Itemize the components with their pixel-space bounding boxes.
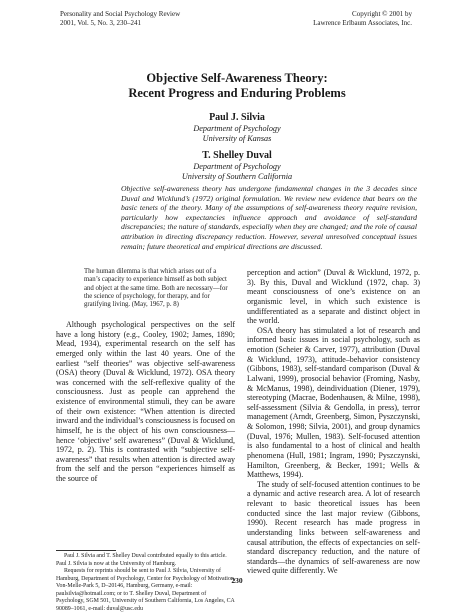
journal-name: Personality and Social Psychology Review bbox=[60, 10, 181, 18]
journal-volume: 2001, Vol. 5, No. 3, 230–241 bbox=[60, 19, 142, 27]
copyright-line: Copyright © 2001 by bbox=[352, 10, 412, 18]
abstract: Objective self-awareness theory has undergone fundamental changes in the 3 decades since Duval and Wicklund’s (1972) original formulation. We review new evidence that bears on the basic tenets of the theory. Many of the assumptions of self-awareness theory require revision, particularly how expectancies influence approach and avoidance of self-standard discrepancies; the nature of standards, especially when they are changed; and the role of causal attribution in directing discrepancy reduction. However, several unresolved conceptual issues remain; future theoretical and empirical directions are discussed. bbox=[121, 184, 417, 251]
author-1-department: Department of Psychology bbox=[193, 124, 281, 133]
author-2-institution: University of Southern California bbox=[181, 172, 293, 181]
body-paragraph: OSA theory has stimulated a lot of research and informed basic issues in social psychology, such as emotion (Scheier & Carver, 1977), attribution (Duval & Wicklund, 1973), attitude–behavior consistency (Gibbons, 1983), self-standard comparison (Duval & Lalwani, 1999), prosocial behavior (Froming, Nasby, & McManus, 1998), deindividuation (Diener, 1979), stereotyping (Macrae, Bodenhausen, & Milne, 1998), self-assessment (Silvia & Gendolla, in press), terror management (Arndt, Greenberg, Simon, Pyszczynski, & Solomon, 1998; Silvia, 2001), and group dynamics (Duval, 1976; Mullen, 1983). Self-focused attention is also fundamental to a host of clinical and health phenomena (Hull, 1981; Ingram, 1990; Pyszczynski, Hamilton, Greenberg, & Becker, 1991; Wells & Matthews, 1994). bbox=[247, 325, 420, 480]
publisher-name: Lawrence Erlbaum Associates, Inc. bbox=[313, 19, 412, 27]
author-1-institution: University of Kansas bbox=[202, 134, 272, 143]
body-column-right bbox=[247, 268, 420, 576]
title-block bbox=[0, 71, 474, 182]
body-paragraph: perception and action” (Duval & Wicklund, 1972, p. 3). By this, Duval and Wicklund (1972, chap. 3) meant consciousness of one’s existence on an organismic level, in which such existence is undifferentiated as a separate and distinct object in the world. bbox=[247, 268, 420, 326]
footnote-reprint-request: Requests for reprints should be sent to Paul J. Silvia, University of Hamburg, Department of Psychology, Center for Psychology of Motivation, Von-Melle-Park 5, D–20146, Hamburg, Germany, e-mail: paulsilvia@hotmail.com; or to T. Shelley Duval, Department of Psychology, SGM 501, University of Southern California, Los Angeles, CA 90089–1061, e-mail: duval@usc.edu bbox=[56, 568, 236, 612]
author-2-department: Department of Psychology bbox=[193, 162, 281, 171]
article-title-line-1: Objective Self-Awareness Theory: bbox=[146, 71, 328, 85]
author-2-name: T. Shelley Duval bbox=[202, 150, 272, 161]
body-paragraph: The study of self-focused attention continues to be a dynamic and active research area. A lot of research relevant to basic theoretical issues has been conducted since the last major review (Gibbons, 1990). Recent research has made progress in understanding links between self-awareness and causal attribution, the effects of expectancies on self-standard discrepancy reduction, and the nature of standards—the dynamics of self-awareness are now viewed quite differently. We bbox=[247, 479, 420, 576]
body-paragraph: Although psychological perspectives on the self have a long history (e.g., Cooley, 1902; James, 1890; Mead, 1934), experimental research on the self has emerged only within the last 40 years. One of the earliest “self theories” was objective self-awareness (OSA) theory (Duval & Wicklund, 1972). OSA theory was concerned with the self-reflexive quality of the consciousness. Just as people can apprehend the existence of environmental stimuli, they can be aware of their own existence: “When attention is directed inward and the individual’s consciousness is focused on himself, he is the object of his own consciousness—hence ‘objective’ self awareness” (Duval & Wicklund, 1972, p. 2). This is contrasted with “subjective self-awareness” that results when attention is directed away from the self and the person “experiences himself as the source of bbox=[56, 320, 235, 483]
footnote-divider bbox=[56, 550, 116, 551]
body-column-left bbox=[56, 320, 235, 484]
author-1-name: Paul J. Silvia bbox=[209, 112, 265, 123]
article-title-line-2: Recent Progress and Enduring Problems bbox=[128, 86, 346, 100]
epigraph-quote: The human dilemma is that which arises out of a man’s capacity to experience himself as both subject and object at the same time. Both are necessary—for the science of psychology, for therapy, and for gratifying living. (May, 1967, p. 8) bbox=[84, 268, 228, 309]
running-header-left bbox=[60, 10, 180, 28]
footnote-author-note: Paul J. Silvia and T. Shelley Duval contributed equally to this article. Paul J. Silvia is now at the University of Hamburg. bbox=[56, 553, 227, 567]
page-number: 230 bbox=[231, 576, 243, 585]
running-header-right bbox=[313, 10, 412, 28]
